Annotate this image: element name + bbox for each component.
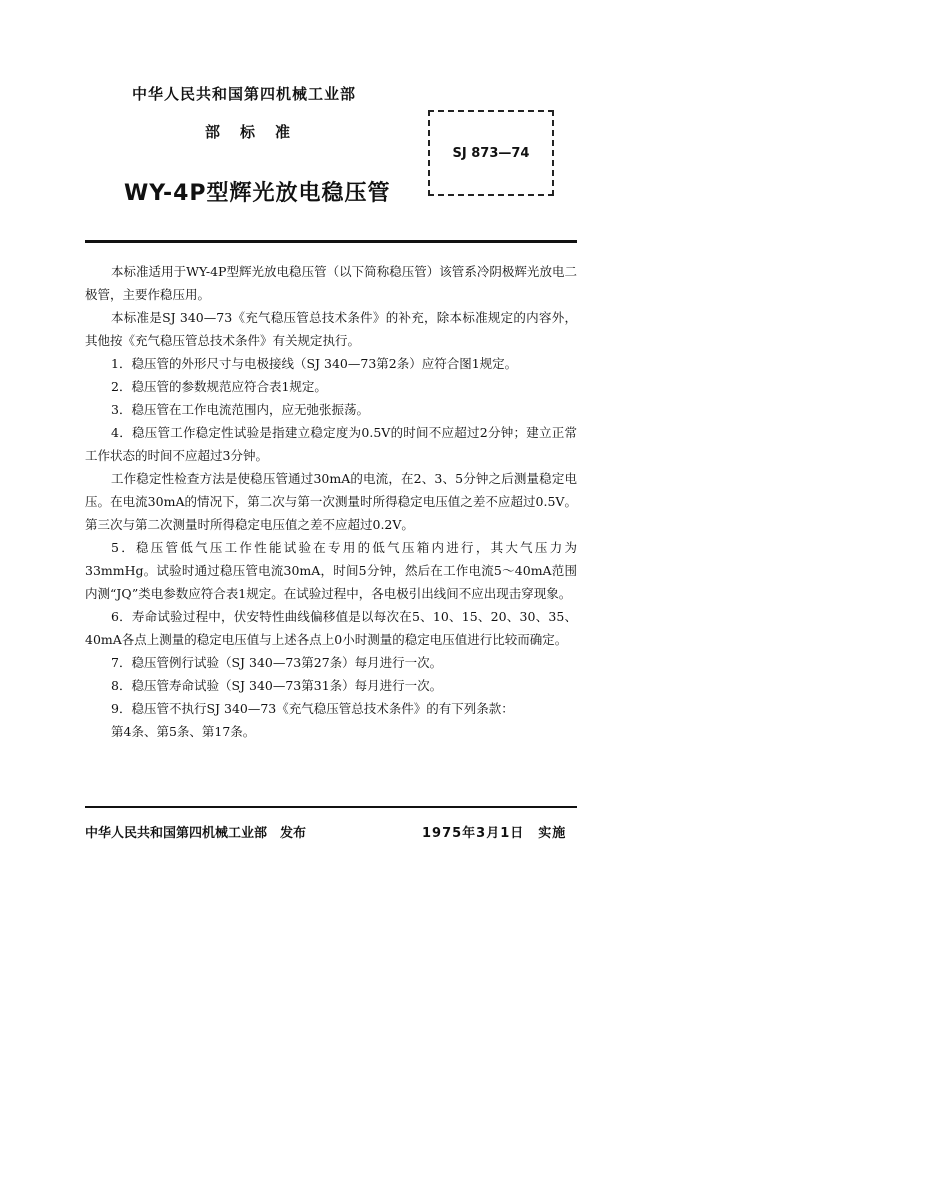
paragraph: 1．稳压管的外形尺寸与电极接线（SJ 340—73第2条）应符合图1规定。 — [111, 356, 518, 371]
effective-date: 1975年3月1日 实施 — [422, 826, 567, 841]
document-title: WY-4P型辉光放电稳压管 — [124, 181, 391, 206]
standard-code: SJ 873—74 — [452, 145, 530, 161]
paragraph: 本标准适用于WY-4P型辉光放电稳压管（以下简称稳压管）该管系冷阴极辉光放电二极管，主要作稳压用。 — [85, 264, 577, 302]
paragraph: 第4条、第5条、第17条。 — [111, 724, 256, 739]
paragraph: 9．稳压管不执行SJ 340—73《充气稳压管总技术条件》的有下列条款： — [111, 701, 514, 716]
paragraph: 5．稳压管低气压工作性能试验在专用的低气压箱内进行，其大气压力为33mmHg。试验时通过稳压管电流30mA，时间5分钟，然后在工作电流5～40mA范围内测“JQ”类电参数应符合表1规定。在试验过程中，各电极引出线间不应出现击穿现象。 — [85, 540, 577, 601]
paragraph: 本标准是SJ 340—73《充气稳压管总技术条件》的补充，除本标准规定的内容外，其他按《充气稳压管总技术条件》有关规定执行。 — [85, 310, 577, 348]
issuer: 中华人民共和国第四机械工业部 发布 — [85, 826, 307, 841]
bottom-divider — [85, 806, 577, 808]
paragraph: 工作稳定性检查方法是使稳压管通过30mA的电流，在2、3、5分钟之后测量稳定电压。在电流30mA的情况下，第二次与第一次测量时所得稳定电压值之差不应超过0.5V。第三次与第二次测量时所得稳定电压值之差不应超过0.2V。 — [85, 471, 577, 532]
ministry-name: 中华人民共和国第四机械工业部 — [132, 85, 357, 103]
paragraph: 2．稳压管的参数规范应符合表1规定。 — [111, 379, 327, 394]
standard-type: 部标准 — [205, 123, 311, 141]
paragraph: 3．稳压管在工作电流范围内，应无弛张振荡。 — [111, 402, 369, 417]
top-divider — [85, 240, 577, 243]
paragraph: 7．稳压管例行试验（SJ 340—73第27条）每月进行一次。 — [111, 655, 443, 670]
paragraph: 6．寿命试验过程中，伏安特性曲线偏移值是以每次在5、10、15、20、30、35、40mA各点上测量的稳定电压值与上述各点上0小时测量的稳定电压值进行比较而确定。 — [85, 609, 577, 647]
paragraph: 4．稳压管工作稳定性试验是指建立稳定度为0.5V的时间不应超过2分钟；建立正常工作状态的时间不应超过3分钟。 — [85, 425, 577, 463]
standard-code-box — [428, 110, 554, 196]
paragraph: 8．稳压管寿命试验（SJ 340—73第31条）每月进行一次。 — [111, 678, 443, 693]
document-body — [85, 260, 577, 743]
